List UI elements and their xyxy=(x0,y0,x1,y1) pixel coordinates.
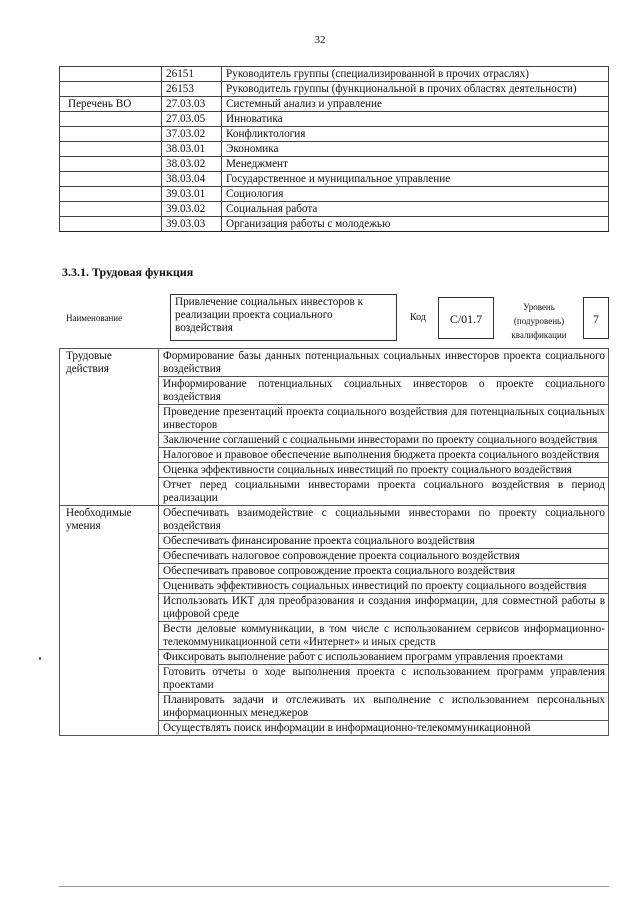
code-cell: 38.03.02 xyxy=(162,157,222,172)
code-cell: 38.03.04 xyxy=(162,172,222,187)
table-row xyxy=(60,112,609,127)
group-cell xyxy=(60,187,162,202)
item-cell: Обеспечивать взаимодействие с социальными инвесторами по проекту социального воздействия xyxy=(159,506,609,534)
table-row xyxy=(60,157,609,172)
code-cell: 39.03.01 xyxy=(162,187,222,202)
group-cell xyxy=(60,172,162,187)
table-row xyxy=(60,82,609,97)
group-cell xyxy=(60,157,162,172)
table-row xyxy=(60,202,609,217)
name-cell: Экономика xyxy=(222,142,609,157)
group-label: Трудовые действия xyxy=(60,349,159,506)
group-cell xyxy=(60,112,162,127)
item-cell: Осуществлять поиск информации в информационно-телекоммуникационной xyxy=(159,721,609,736)
table-row xyxy=(60,127,609,142)
code-cell: 27.03.03 xyxy=(162,97,222,112)
page-number: 32 xyxy=(314,34,326,46)
group-cell xyxy=(60,217,162,232)
group-cell xyxy=(60,82,162,97)
code-cell: 38.03.01 xyxy=(162,142,222,157)
name-cell: Системный анализ и управление xyxy=(222,97,609,112)
code-cell: 27.03.05 xyxy=(162,112,222,127)
section-title: 3.3.1. Трудовая функция xyxy=(62,265,194,279)
name-cell: Инноватика xyxy=(222,112,609,127)
table-row xyxy=(60,172,609,187)
item-cell: Фиксировать выполнение работ с использованием программ управления проектами xyxy=(159,650,609,665)
item-cell: Обеспечивать финансирование проекта социального воздействия xyxy=(159,534,609,549)
code-cell: 39.03.02 xyxy=(162,202,222,217)
item-cell: Проведение презентаций проекта социального воздействия для потенциальных социальных инвесторов xyxy=(159,405,609,433)
name-cell: Организация работы с молодежью xyxy=(222,217,609,232)
item-cell: Отчет перед социальными инвесторами проекта социального воздействия в период реализации xyxy=(159,478,609,506)
function-code-box: С/01.7 xyxy=(438,297,494,339)
item-cell: Обеспечивать налоговое сопровождение проекта социального воздействия xyxy=(159,549,609,564)
code-cell: 37.03.02 xyxy=(162,127,222,142)
group-cell xyxy=(60,67,162,82)
table-row xyxy=(60,217,609,232)
item-cell: Использовать ИКТ для преобразования и создания информации, для совместной работы в цифровой среде xyxy=(159,594,609,622)
item-cell: Формирование базы данных потенциальных социальных инвесторов проекта социального воздействия xyxy=(159,349,609,377)
level-label: Уровень (подуровень) квалификации xyxy=(511,302,567,340)
table-row xyxy=(60,187,609,202)
item-cell: Обеспечивать правовое сопровождение проекта социального воздействия xyxy=(159,564,609,579)
item-cell: Оценка эффективности социальных инвестиций по проекту социального воздействия xyxy=(159,463,609,478)
item-cell: Информирование потенциальных социальных инвесторов о проекте социального воздействия xyxy=(159,377,609,405)
table-row xyxy=(60,506,609,534)
bottom-rule xyxy=(59,886,609,887)
function-name-box: Привлечение социальных инвесторов к реализации проекта социального воздействия xyxy=(170,294,397,341)
occupations-table xyxy=(59,66,609,232)
table-row xyxy=(60,97,609,112)
name-cell: Руководитель группы (специализированной в прочих отраслях) xyxy=(222,67,609,82)
qualification-level-box: 7 xyxy=(583,297,609,339)
item-cell: Заключение соглашений с социальными инвесторами по проекту социального воздействия xyxy=(159,433,609,448)
labor-function-table xyxy=(59,348,609,736)
group-label: Необходимые умения xyxy=(60,506,159,736)
margin-mark xyxy=(39,657,41,660)
code-cell: 26151 xyxy=(162,67,222,82)
name-cell: Конфликтология xyxy=(222,127,609,142)
table-row xyxy=(60,142,609,157)
group-cell xyxy=(60,142,162,157)
code-label: Код xyxy=(410,312,426,323)
name-cell: Государственное и муниципальное управление xyxy=(222,172,609,187)
name-cell: Менеджмент xyxy=(222,157,609,172)
group-cell: Перечень ВО xyxy=(60,97,162,112)
group-cell xyxy=(60,127,162,142)
item-cell: Готовить отчеты о ходе выполнения проекта с использованием программ управления проектами xyxy=(159,665,609,693)
item-cell: Оценивать эффективность социальных инвестиций по проекту социального воздействия xyxy=(159,579,609,594)
item-cell: Планировать задачи и отслеживать их выполнение с использованием персональных информационных менеджеров xyxy=(159,693,609,721)
table-row xyxy=(60,67,609,82)
name-cell: Социология xyxy=(222,187,609,202)
table-row xyxy=(60,349,609,377)
name-label: Наименование xyxy=(66,313,123,323)
item-cell: Налоговое и правовое обеспечение выполнения бюджета проекта социального воздействия xyxy=(159,448,609,463)
group-cell xyxy=(60,202,162,217)
name-cell: Руководитель группы (функциональной в прочих областях деятельности) xyxy=(222,82,609,97)
code-cell: 39.03.03 xyxy=(162,217,222,232)
code-cell: 26153 xyxy=(162,82,222,97)
item-cell: Вести деловые коммуникации, в том числе с использованием сервисов информационно-телекоммуникационной сети «Интернет» и иных средств xyxy=(159,622,609,650)
name-cell: Социальная работа xyxy=(222,202,609,217)
